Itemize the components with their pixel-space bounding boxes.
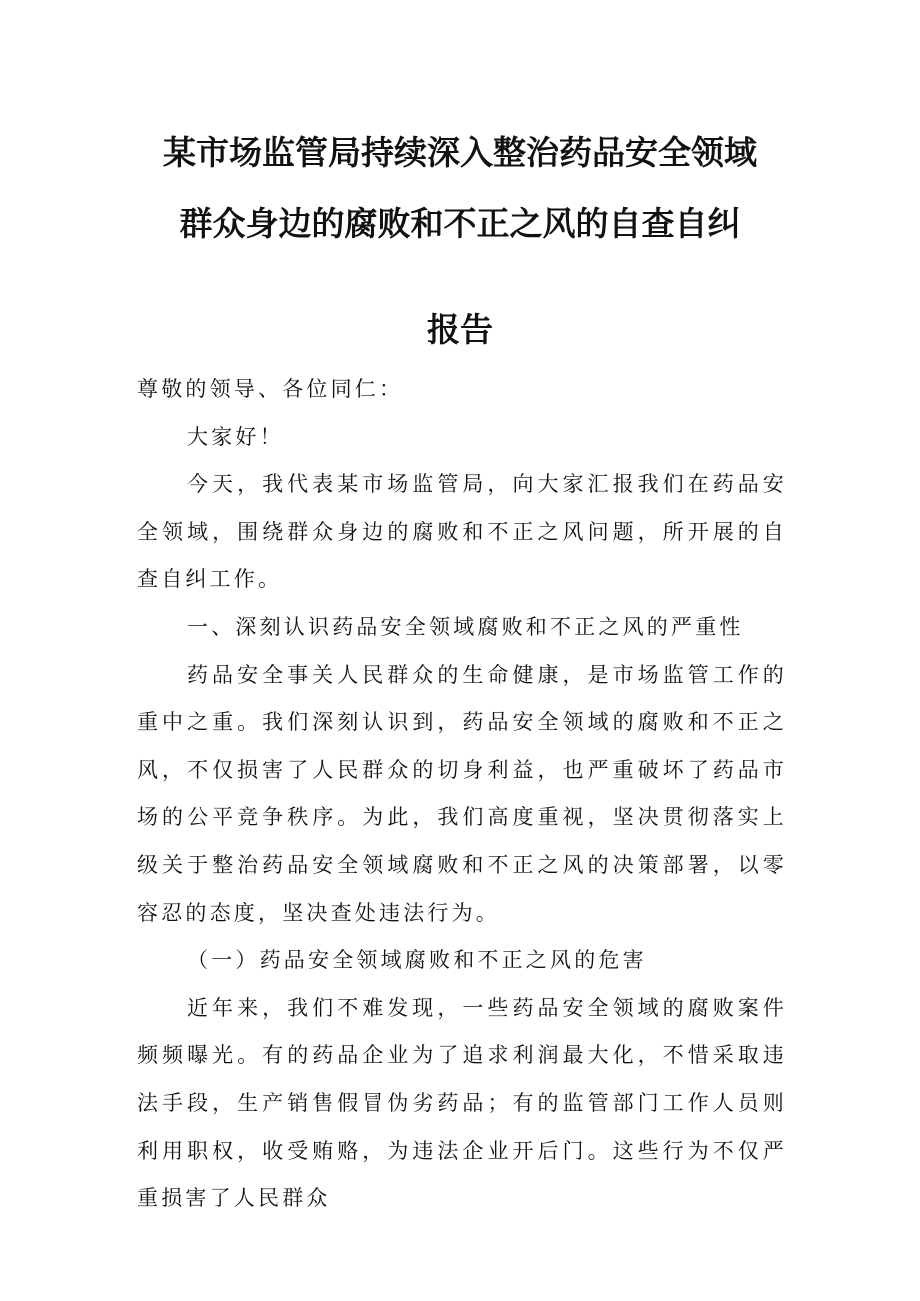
subsection-1-heading: （一）药品安全领域腐败和不正之风的危害 — [187, 948, 647, 973]
subsection-1-paragraph: 近年来，我们不难发现，一些药品安全领域的腐败案件频频曝光。有的药品企业为了追求利润最大化，不惜采取违法手段，生产销售假冒伪劣药品；有的监管部门工作人员则利用职权，收受贿赂，为违法企业开后门。这些行为不仅严重损害了人民群众 — [137, 995, 787, 1211]
title-line-1: 某市场监管局持续深入整治药品安全领域 — [163, 133, 757, 172]
section-1-paragraph: 药品安全事关人民群众的生命健康，是市场监管工作的重中之重。我们深刻认识到，药品安全领域的腐败和不正之风，不仅损害了人民群众的切身利益，也严重破坏了药品市场的公平竞争秩序。为此，我们高度重视，坚决贯彻落实上级关于整治药品安全领域腐败和不正之风的决策部署，以零容忍的态度，坚决查处违法行为。 — [137, 662, 787, 925]
document-body — [137, 366, 787, 1223]
salutation: 尊敬的领导、各位同仁： — [137, 377, 404, 401]
title-line-2: 群众身边的腐败和不正之风的自查自纠 — [179, 204, 741, 243]
intro-paragraph: 今天，我代表某市场监管局，向大家汇报我们在药品安全领域，围绕群众身边的腐败和不正之风问题，所开展的自查自纠工作。 — [137, 472, 787, 592]
greeting: 大家好！ — [187, 424, 284, 449]
section-1-heading: 一、深刻认识药品安全领域腐败和不正之风的严重性 — [187, 614, 744, 639]
title-line-3: 报告 — [427, 310, 493, 349]
